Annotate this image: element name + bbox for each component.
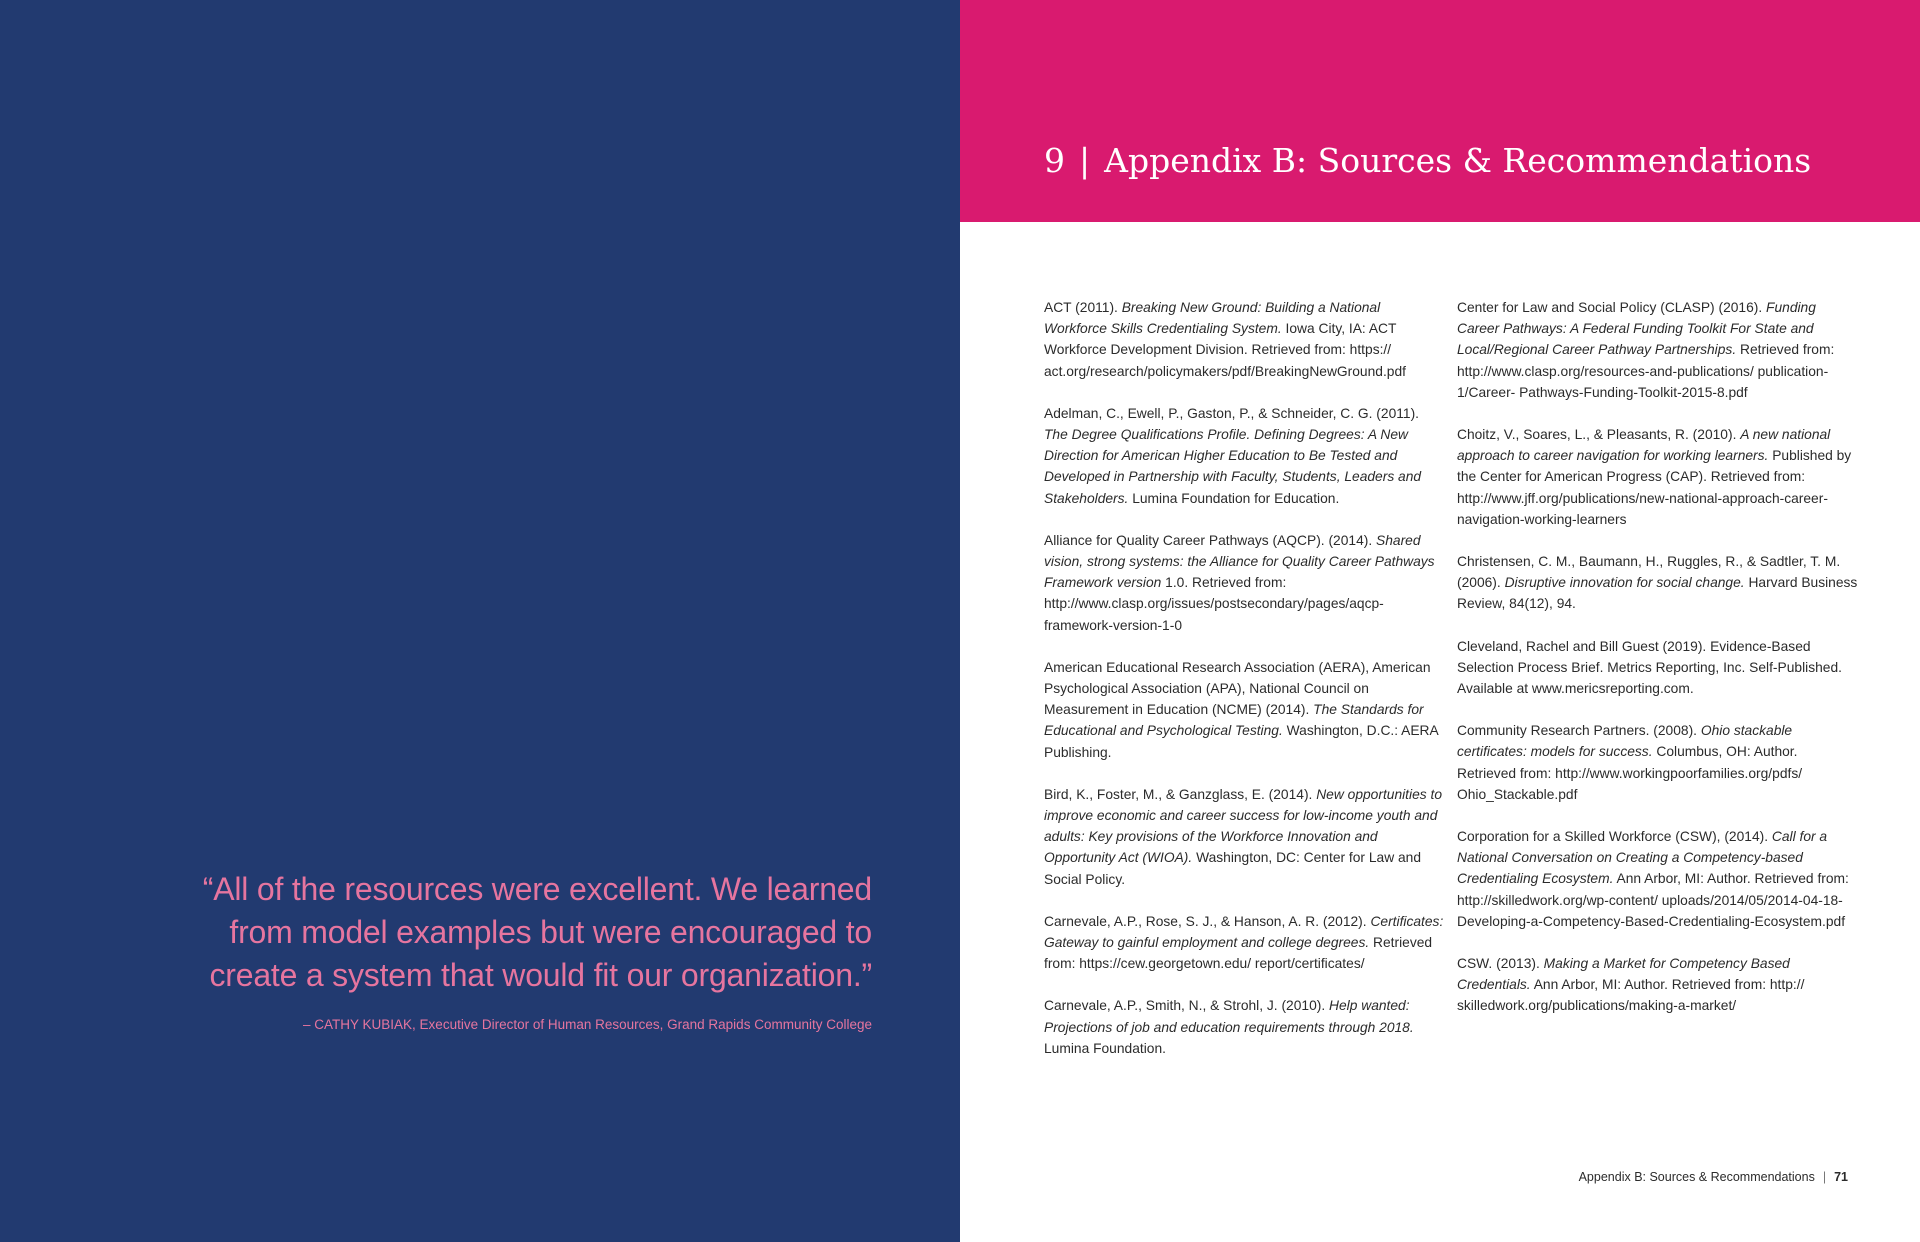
reference-entry: Carnevale, A.P., Rose, S. J., & Hanson, A. R. (2012). Certificates: Gateway to gainful employment and college degrees. Retrieved from: https://cew.georgetown.edu/ report/certificates/ <box>1044 913 1444 972</box>
page-footer <box>1579 1170 1848 1184</box>
pull-quote: “All of the resources were excellent. We learned from model examples but were encouraged to create a system that would fit our organization.” <box>202 871 872 993</box>
reference-entry: Community Research Partners. (2008). Ohio stackable certificates: models for success. Columbus, OH: Author. Retrieved from: http://www.workingpoorfamilies.org/pdfs/ Ohio_Stackable.pdf <box>1457 723 1803 802</box>
reference-entry: Carnevale, A.P., Smith, N., & Strohl, J. (2010). Help wanted: Projections of job and education requirements through 2018. Lumina Foundation. <box>1044 998 1414 1056</box>
references-left-column <box>1044 297 1446 1080</box>
reference-entry: Cleveland, Rachel and Bill Guest (2019). Evidence-Based Selection Process Brief. Metrics Reporting, Inc. Self-Published. Available at www.mericsreporting.com. <box>1457 638 1842 697</box>
reference-entry: Choitz, V., Soares, L., & Pleasants, R. (2010). A new national approach to career navigation for working learners. Published by the Center for American Progress (CAP). Retrieved from: http://www.jff.org/publications/new-national-approach-career-navigation-working-learners <box>1457 427 1852 527</box>
reference-entry: Alliance for Quality Career Pathways (AQCP). (2014). Shared vision, strong systems: the Alliance for Quality Career Pathways Framework version 1.0. Retrieved from: http://www.clasp.org/issues/postsecondary/pages/aqcp-framework-version-1-0 <box>1044 532 1435 633</box>
references-right-column <box>1457 297 1859 1038</box>
reference-entry: Corporation for a Skilled Workforce (CSW), (2014). Call for a National Conversation on Creating a Competency-based Credentialing Ecosystem. Ann Arbor, MI: Author. Retrieved from: http://skilledwork.org/wp-content/ uploads/2014/05/2014-04-18- Developing-a-Competency-Based-Credentialing-Ecosystem.pdf <box>1457 829 1849 929</box>
reference-entry: Bird, K., Foster, M., & Ganzglass, E. (2014). New opportunities to improve economic and career success for low-income youth and adults: Key provisions of the Workforce Innovation and Opportunity Act (WIOA). Washington, DC: Center for Law and Social Policy. <box>1044 786 1442 887</box>
footer-section-title: Appendix B: Sources & Recommendations <box>1578 1170 1815 1184</box>
chapter-title: Appendix B: Sources & Recommendations <box>1104 141 1812 180</box>
reference-entry: Adelman, C., Ewell, P., Gaston, P., & Schneider, C. G. (2011). The Degree Qualifications Profile. Defining Degrees: A New Direction for American Higher Education to Be Tested and Developed in Partnership with Faculty, Students, Leaders and Stakeholders. Lumina Foundation for Education. <box>1044 405 1422 506</box>
reference-entry: American Educational Research Association (AERA), American Psychological Association (APA), National Council on Measurement in Education (NCME) (2014). The Standards for Educational and Psychological Testing. Washington, D.C.: AERA Publishing. <box>1044 659 1438 760</box>
page-title <box>1044 140 1811 182</box>
reference-entry: CSW. (2013). Making a Market for Competency Based Credentials. Ann Arbor, MI: Author. Retrieved from: http:// skilledwork.org/publications/making-a-market/ <box>1457 956 1805 1014</box>
page-number: 71 <box>1834 1170 1848 1184</box>
reference-entry: ACT (2011). Breaking New Ground: Building a National Workforce Skills Credentialing System. Iowa City, IA: ACT Workforce Development Division. Retrieved from: https:// act.org/research/policymakers/pdf/BreakingNewGround.pdf <box>1044 300 1406 379</box>
chapter-number: 9 <box>1044 141 1065 180</box>
reference-entry: Center for Law and Social Policy (CLASP) (2016). Funding Career Pathways: A Federal Funding Toolkit For State and Local/Regional Career Pathway Partnerships. Retrieved from: http://www.clasp.org/resources-and-publications/ publication-1/Career- Pathways-Funding-Toolkit-2015-8.pdf <box>1457 300 1835 400</box>
title-separator: | <box>1079 141 1091 180</box>
quote-attribution: – CATHY KUBIAK, Executive Director of Human Resources, Grand Rapids Community College <box>303 1017 872 1032</box>
footer-separator: | <box>1822 1170 1827 1184</box>
reference-entry: Christensen, C. M., Baumann, H., Ruggles, R., & Sadtler, T. M. (2006). Disruptive innovation for social change. Harvard Business Review, 84(12), 94. <box>1457 554 1858 612</box>
header-band <box>960 0 1920 222</box>
